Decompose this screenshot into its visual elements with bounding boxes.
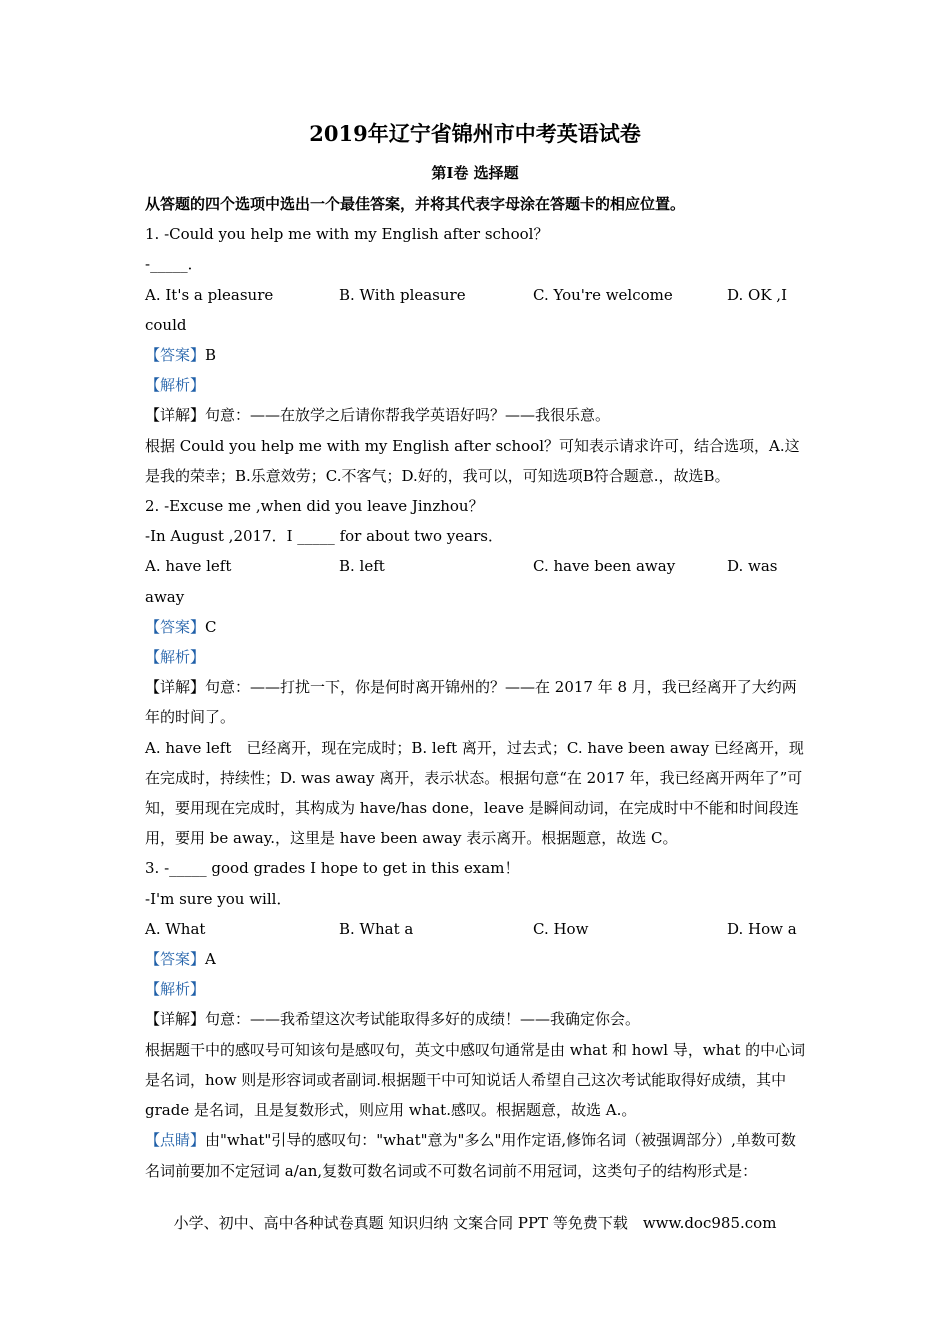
answer-value: A: [205, 950, 216, 969]
page-title: 2019年辽宁省锦州市中考英语试卷: [309, 121, 641, 146]
option-c: C. How: [533, 919, 589, 938]
tip-tag: 【点睛】: [145, 1131, 206, 1150]
analysis-line: [145, 370, 810, 400]
option-b: B. With pleasure: [339, 285, 466, 304]
detail-paragraph: 根据题干中的感叹号可知该句是感叹句，英文中感叹句通常是由 what 和 howl 导，what 的中心词是名词，how 则是形容词或者副词.根据题干中可知说话人希望自己这次考试能取得好成绩，其中 grade 是名词，且是复数形式，则应用 what.感叹。根据题意，故选 A.。: [145, 1040, 806, 1120]
instruction: 从答题的四个选项中选出一个最佳答案，并将其代表字母涂在答题卡的相应位置。: [145, 195, 686, 213]
detail-paragraph: 根据 Could you help me with my English after school？可知表示请求许可，结合选项，A.这是我的荣幸；B.乐意效劳；C.不客气；D.好的，我可以，可知选项B符合题意.，故选B。: [145, 436, 800, 485]
detail-line: [145, 672, 810, 732]
detail-text: 句意：——在放学之后请你帮我学英语好吗？——我很乐意。: [205, 406, 611, 425]
option-a: A. It's a pleasure: [145, 285, 274, 304]
answer-value: B: [205, 346, 217, 365]
answer-line: [145, 612, 810, 642]
detail-text: 句意：——我希望这次考试能取得多好的成绩！——我确定你会。: [205, 1010, 641, 1029]
detail-line: [145, 400, 810, 430]
answer-value: C: [205, 617, 217, 636]
option-d: D. OK ,I: [727, 285, 787, 304]
option-d: D. was: [727, 557, 778, 576]
question-1-reply: -_____．: [145, 255, 203, 274]
answer-tag: 【答案】: [145, 617, 206, 636]
option-b: B. left: [339, 557, 385, 576]
option-overflow: could: [145, 315, 187, 334]
question-1-options: [145, 280, 810, 310]
analysis-tag: 【解析】: [145, 980, 206, 999]
detail-line: [145, 1004, 810, 1034]
detail-tag: 【详解】: [145, 1010, 206, 1029]
question-2-options: [145, 551, 810, 581]
question-2-reply: -In August ,2017．I _____ for about two years．: [145, 527, 503, 546]
analysis-line: [145, 642, 810, 672]
exam-content: [145, 189, 810, 1186]
question-1-stem: 1. -Could you help me with my English after school？: [145, 225, 549, 244]
answer-tag: 【答案】: [145, 950, 206, 969]
answer-line: [145, 340, 810, 370]
detail-tag: 【详解】: [145, 678, 206, 697]
answer-tag: 【答案】: [145, 346, 206, 365]
section-title: 第I卷 选择题: [431, 164, 519, 182]
question-3-options: [145, 914, 810, 944]
option-a: A. What: [145, 919, 206, 938]
analysis-tag: 【解析】: [145, 648, 206, 667]
option-b: B. What a: [339, 919, 414, 938]
detail-paragraph: A. have left 已经离开，现在完成时；B. left 离开，过去式；C. have been away 已经离开，现在完成时，持续性；D. was away 离开，表示状态。根据句意“在 2017 年，我已经离开两年了”可知，要用现在完成时，其构成为 have/has done，leave 是瞬间动词，在完成时中不能和时间段连用，要用 be away.，这里是 have been away 表示离开。根据题意，故选 C。: [145, 738, 804, 848]
question-3-stem: 3. -_____ good grades I hope to get in this exam！: [145, 859, 520, 878]
option-a: A. have left: [145, 557, 232, 576]
detail-tag: 【详解】: [145, 406, 206, 425]
page-footer: 小学、初中、高中各种试卷真题 知识归纳 文案合同 PPT 等免费下载 www.doc985.com: [173, 1214, 777, 1232]
tip-line: [145, 1125, 810, 1185]
answer-line: [145, 944, 810, 974]
tip-text: 由"what"引导的感叹句："what"意为"多么"用作定语,修饰名词（被强调部分）,单数可数名词前要加不定冠词 a/an,复数可数名词或不可数名词前不用冠词，这类句子的结构形式是：: [145, 1131, 796, 1180]
analysis-tag: 【解析】: [145, 376, 206, 395]
option-overflow: away: [145, 587, 185, 606]
option-c: C. You're welcome: [533, 285, 673, 304]
option-c: C. have been away: [533, 557, 676, 576]
analysis-line: [145, 974, 810, 1004]
detail-text: 句意：——打扰一下，你是何时离开锦州的？——在 2017 年 8 月，我已经离开了大约两年的时间了。: [145, 678, 797, 727]
question-3-reply: -I'm sure you will．: [145, 889, 292, 908]
option-d: D. How a: [727, 919, 797, 938]
question-2-stem: 2. -Excuse me ,when did you leave Jinzhou？: [145, 497, 484, 516]
